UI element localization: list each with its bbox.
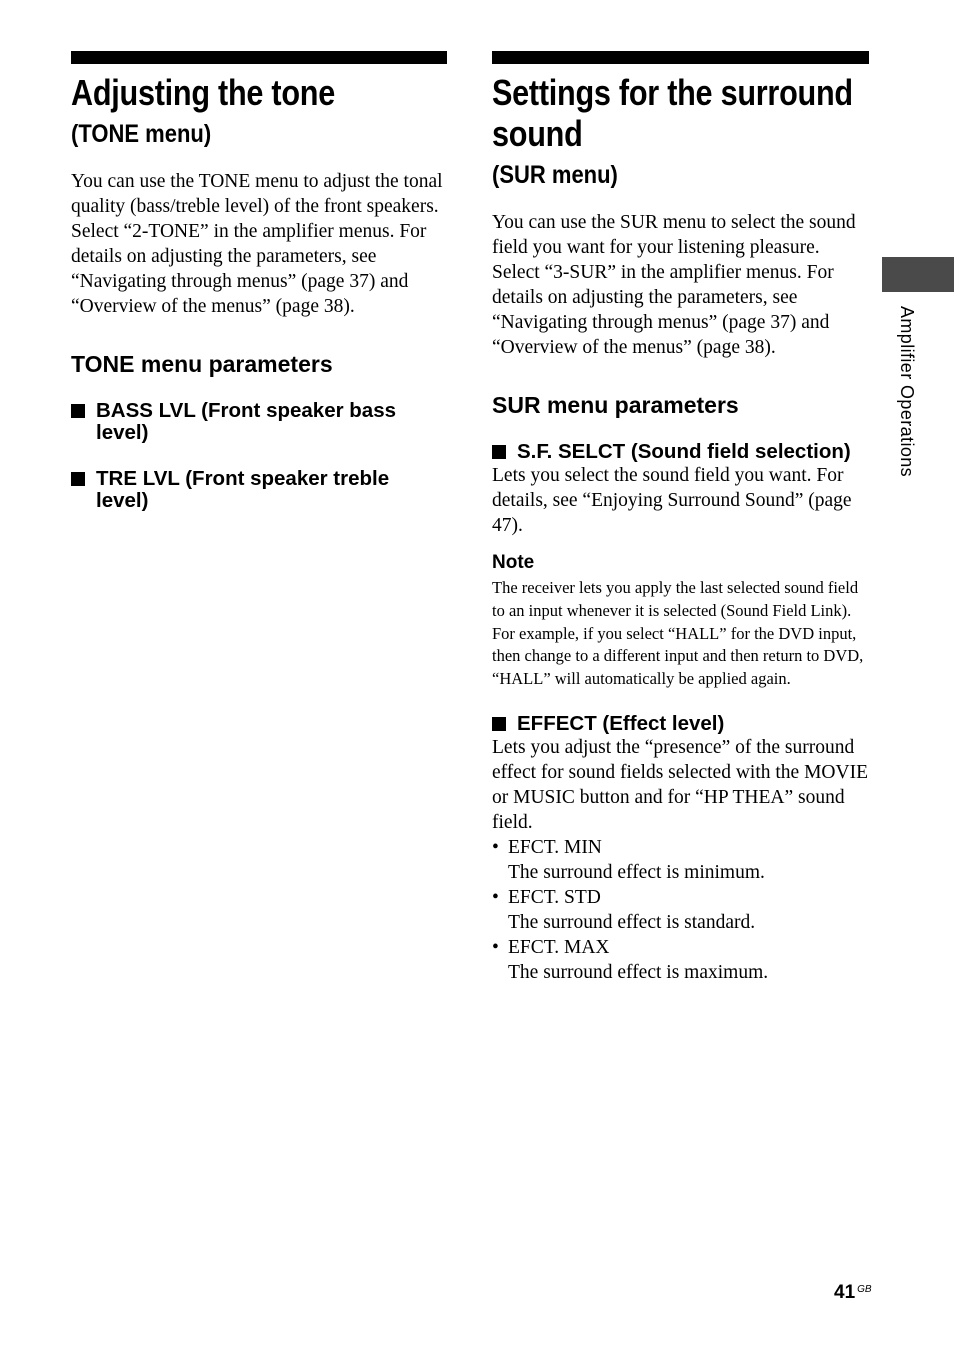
sur-params-heading: SUR menu parameters <box>492 392 739 418</box>
effect-option-desc: The surround effect is maximum. <box>508 961 769 983</box>
square-bullet-icon <box>71 404 85 418</box>
note-text: The receiver lets you apply the last selected sound field to an input whenever it is selected (Sound Field Link). For example, if you select “HALL” for the DVD input, then change to a different input and then return to DVD, “HALL” will automatically be applied again. <box>492 578 864 689</box>
effect-option-term: EFCT. MIN <box>508 836 602 858</box>
section-rule <box>71 51 447 64</box>
effect-option-desc: The surround effect is standard. <box>508 911 756 933</box>
section-side-label: Amplifier Operations <box>897 306 917 478</box>
param-bass-lvl <box>71 400 447 444</box>
bullet-dot-icon: • <box>492 886 499 908</box>
sf-selct-text: Lets you select the sound field you want. For details, see “Enjoying Surround Sound” (page 47). <box>492 465 852 536</box>
effect-text: Lets you adjust the “presence” of the surround effect for sound fields selected with the MOVIE or MUSIC button and for “HP THEA” sound field. <box>492 736 868 833</box>
param-effect <box>492 713 869 735</box>
effect-option-term: EFCT. MAX <box>508 936 610 958</box>
left-column <box>71 51 447 512</box>
square-bullet-icon <box>492 717 506 731</box>
tone-menu-subtitle: (TONE menu) <box>71 120 212 148</box>
param-effect-label: EFFECT (Effect level) <box>517 711 725 735</box>
page-title-tone: Adjusting the tone <box>71 72 335 113</box>
effect-option-min <box>492 835 869 885</box>
bullet-dot-icon: • <box>492 936 499 958</box>
sur-intro: You can use the SUR menu to select the sound field you want for your listening pleasure. Select “3-SUR” in the amplifier menus. For details on adjusting the parameters, see “Navigating through menus” (page 37) and “Overview of the menus” (page 38). <box>492 212 856 358</box>
bullet-dot-icon: • <box>492 836 499 858</box>
section-rule <box>492 51 869 64</box>
effect-option-term: EFCT. STD <box>508 886 601 908</box>
right-column <box>492 51 869 985</box>
square-bullet-icon <box>71 472 85 486</box>
tone-params-heading: TONE menu parameters <box>71 351 333 377</box>
page-number-value: 41 <box>834 1282 856 1303</box>
tone-intro-1: You can use the TONE menu to adjust the tonal quality (bass/treble level) of the front speakers. <box>71 171 443 217</box>
section-side-tab <box>882 257 954 292</box>
page-number <box>834 1282 872 1304</box>
param-bass-lvl-label: BASS LVL (Front speaker bass level) <box>96 399 396 444</box>
param-tre-lvl <box>71 468 447 512</box>
sur-menu-subtitle: (SUR menu) <box>492 161 618 189</box>
param-tre-lvl-label: TRE LVL (Front speaker treble level) <box>96 467 390 512</box>
note-label: Note <box>492 552 535 573</box>
page-number-suffix: GB <box>857 1284 872 1295</box>
effect-option-desc: The surround effect is minimum. <box>508 861 765 883</box>
square-bullet-icon <box>492 445 506 459</box>
param-sf-selct <box>492 441 869 463</box>
page-title-surround: Settings for the surround sound <box>492 72 853 154</box>
tone-intro-2: Select “2-TONE” in the amplifier menus. For details on adjusting the parameters, see “Navigating through menus” (page 37) and “Overview of the menus” (page 38). <box>71 221 427 317</box>
param-sf-selct-label: S.F. SELCT (Sound field selection) <box>517 440 851 463</box>
effect-option-max <box>492 935 869 985</box>
effect-option-std <box>492 885 869 935</box>
